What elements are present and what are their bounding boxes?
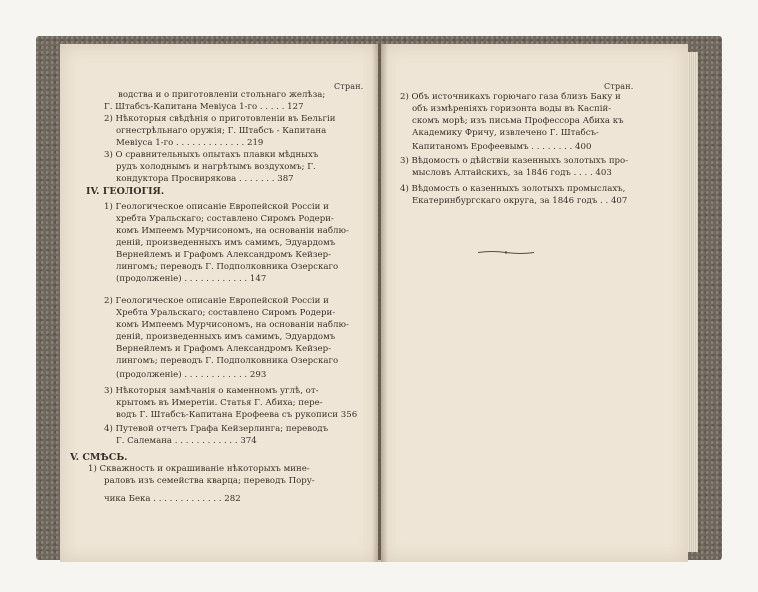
text-line: Екатеринбургскаго округа, за 1846 годъ . . 407: [412, 196, 628, 206]
text-line: 3) Нѣкоторыя замѣчанія о каменномъ углѣ, от-: [104, 386, 319, 396]
text-line: водства и о приготовленіи стольнаго желѣза;: [118, 90, 326, 100]
text-line: 3) Вѣдомость о дѣйствіи казенныхъ золотыхъ про-: [400, 156, 629, 166]
text-line: хребта Уральскаго; составлено Сиромъ Родери-: [116, 214, 334, 224]
text-line: мысловъ Алтайскихъ, за 1846 годъ . . . . 403: [412, 168, 612, 178]
text-line: Г. Салемана . . . . . . . . . . . . 374: [116, 436, 257, 446]
text-line: Вернейлемъ и Графомъ Александромъ Кейзер-: [116, 250, 332, 260]
text-line: (продолженіе) . . . . . . . . . . . . 147: [116, 274, 267, 284]
text-line: крытомъ въ Имеретіи. Статья Г. Абиха; пере-: [116, 398, 323, 408]
text-line: Академику Фричу, извлечено Г. Штабсъ-: [412, 128, 599, 138]
text-line: рудъ холоднымъ и нагрѣтымъ воздухомъ; Г.: [116, 162, 316, 172]
text-line: Хребта Уральскаго; составлено Сиромъ Родери-: [116, 308, 336, 318]
section-heading-mix: V. СМѢСЬ.: [70, 452, 128, 463]
text-line: деній, произведенныхъ имъ самимъ, Эдуардомъ: [116, 238, 336, 248]
text-line: кондуктора Просвирякова . . . . . . . 387: [116, 174, 294, 184]
text-line: 2) Нѣкоторыя свѣдѣнія о приготовленіи въ Бельгіи: [104, 114, 336, 124]
section-heading-geology: IV. ГЕОЛОГІЯ.: [86, 186, 165, 197]
text-line: комъ Импеемъ Мурчисономъ, на основаніи наблю-: [116, 226, 349, 236]
text-line: (продолженіе) . . . . . . . . . . . . 293: [116, 370, 267, 380]
right-page-header: Стран.: [604, 82, 634, 91]
text-line: чика Бека . . . . . . . . . . . . . 282: [104, 494, 241, 504]
text-line: 4) Вѣдомость о казенныхъ золотыхъ промыслахъ,: [400, 184, 626, 194]
text-line: 4) Путевой отчетъ Графа Кейзерлинга; переводъ: [104, 424, 329, 434]
text-line: 3) О сравнительныхъ опытахъ плавки мѣдныхъ: [104, 150, 319, 160]
text-line: деній, произведенныхъ имъ самимъ, Эдуардомъ: [116, 332, 336, 342]
text-line: 2) Объ источникахъ горючаго газа близъ Баку и: [400, 92, 621, 102]
text-line: Мевіуса 1-го . . . . . . . . . . . . . 219: [116, 138, 264, 148]
text-line: лингомъ; переводъ Г. Подполковника Озерскаго: [116, 356, 339, 366]
text-line: 1) Геологическое описаніе Европейской Россіи и: [104, 202, 329, 212]
text-line: скомъ морѣ; изъ письма Профессора Абиха къ: [412, 116, 624, 126]
text-line: Капитаномъ Ерофеевымъ . . . . . . . . 400: [412, 142, 592, 152]
text-line: комъ Импеемъ Мурчисономъ, на основаніи наблю-: [116, 320, 349, 330]
text-line: 1) Скважность и окрашиваніе нѣкоторыхъ мине-: [88, 464, 310, 474]
text-line: лингомъ; переводъ Г. Подполковника Озерскаго: [116, 262, 339, 272]
text-line: Вернейлемъ и Графомъ Александромъ Кейзер-: [116, 344, 332, 354]
text-line: огнестрѣльнаго оружія; Г. Штабсъ - Капитана: [116, 126, 327, 136]
page-edges: [688, 52, 698, 552]
ornament-divider: [478, 250, 534, 255]
text-line: 2) Геологическое описаніе Европейской Россіи и: [104, 296, 329, 306]
text-line: водъ Г. Штабсъ-Капитана Ерофеева съ рукописи 356: [116, 410, 358, 420]
text-line: Г. Штабсъ-Капитана Мевіуса 1-го . . . . . 127: [104, 102, 304, 112]
book-gutter: [372, 44, 388, 562]
text-line: раловъ изъ семейства кварца; переводъ Пору-: [104, 476, 315, 486]
left-page-header: Стран.: [334, 82, 364, 91]
text-line: объ измѣреніяхъ горизонта воды въ Каспій-: [412, 104, 612, 114]
